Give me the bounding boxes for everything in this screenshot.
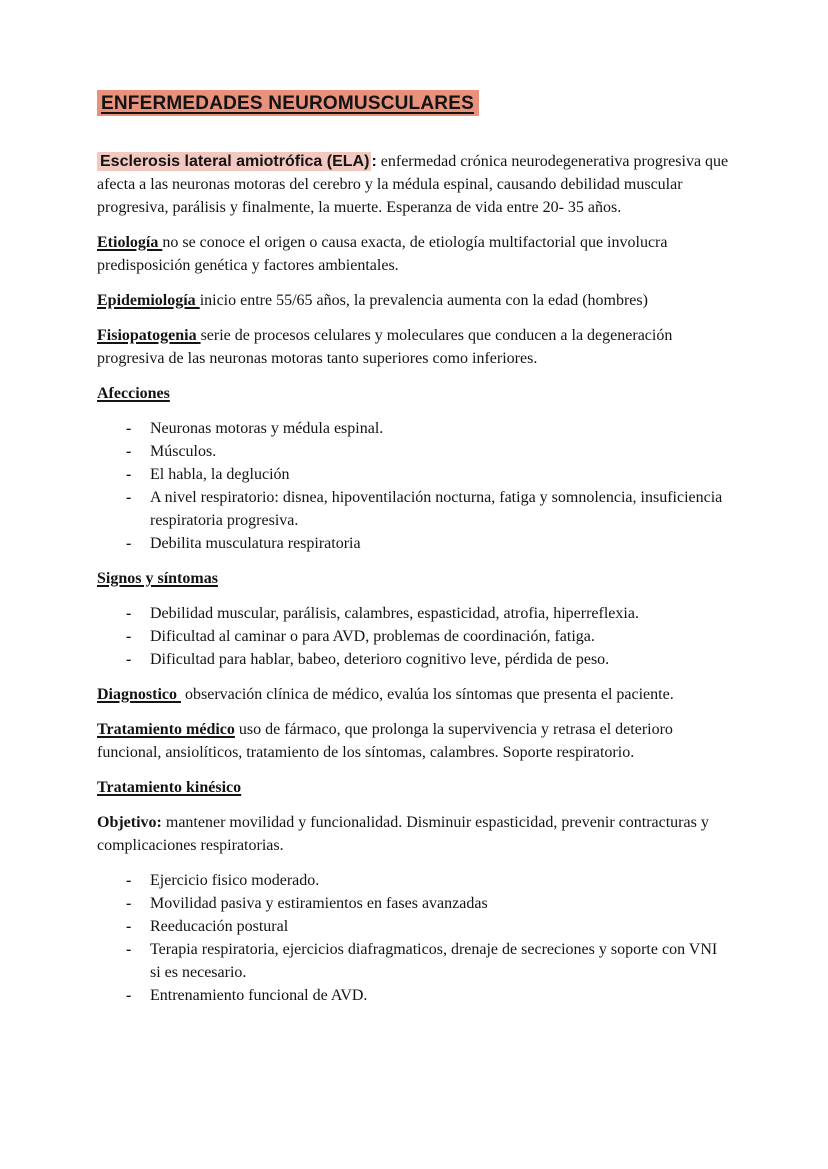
diagnostico-heading: Diagnostico: [97, 686, 181, 703]
list-item-text: Ejercicio fisico moderado.: [150, 872, 320, 889]
epidemiologia-paragraph: [97, 289, 731, 312]
dash-bullet: -: [126, 941, 132, 958]
dash-bullet: -: [126, 651, 132, 668]
list-item-text: Debilita musculatura respiratoria: [150, 535, 361, 552]
fisiopatogenia-text: serie de procesos celulares y moleculares que conducen a la degeneración progresiva de las neuronas motoras tanto superiores como inferiores.: [97, 327, 673, 367]
ela-term-colon: :: [371, 153, 377, 170]
list-item: [97, 869, 731, 892]
signos-heading: Signos y síntomas: [97, 570, 218, 587]
list-item: [97, 486, 731, 532]
list-item: [97, 648, 731, 671]
list-item-text: Reeducación postural: [150, 918, 289, 935]
dash-bullet: -: [126, 466, 132, 483]
dash-bullet: -: [126, 987, 132, 1004]
afecciones-heading-line: [97, 382, 731, 405]
etiologia-paragraph: [97, 231, 731, 277]
afecciones-heading: Afecciones: [97, 385, 170, 402]
ela-definition-text: enfermedad crónica neurodegenerativa progresiva que afecta a las neuronas motoras del cerebro y la médula espinal, causando debilidad muscular progresiva, parálisis y finalmente, la muerte. Esperanza de vida entre 20- 35 años.: [97, 153, 729, 216]
list-item-text: Terapia respiratoria, ejercicios diafragmaticos, drenaje de secreciones y soporte con VNI si es necesario.: [150, 941, 718, 981]
tratamiento-medico-paragraph: [97, 718, 731, 764]
epidemiologia-heading: Epidemiología: [97, 292, 200, 309]
document-title: ENFERMEDADES NEUROMUSCULARES: [97, 90, 479, 116]
list-item-text: Músculos.: [150, 443, 217, 460]
tratamiento-kinesico-heading: Tratamiento kinésico: [97, 779, 242, 796]
list-item-text: Dificultad al caminar o para AVD, problemas de coordinación, fatiga.: [150, 628, 595, 645]
fisiopatogenia-heading: Fisiopatogenia: [97, 327, 201, 344]
dash-bullet: -: [126, 443, 132, 460]
etiologia-text: no se conoce el origen o causa exacta, de etiología multifactorial que involucra predisposición genética y factores ambientales.: [97, 234, 668, 274]
etiologia-heading: Etiología: [97, 234, 163, 251]
diagnostico-paragraph: [97, 683, 731, 706]
dash-bullet: -: [126, 895, 132, 912]
list-item: [97, 602, 731, 625]
tratamiento-medico-text: uso de fármaco, que prolonga la supervivencia y retrasa el deterioro funcional, ansiolíticos, tratamiento de los síntomas, calambres. Soporte respiratorio.: [97, 721, 673, 761]
tratamiento-kinesico-list: [97, 869, 731, 1007]
list-item-text: Movilidad pasiva y estiramientos en fases avanzadas: [150, 895, 488, 912]
list-item: [97, 417, 731, 440]
epidemiologia-text: inicio entre 55/65 años, la prevalencia aumenta con la edad (hombres): [199, 292, 648, 309]
document-content: [97, 90, 731, 1007]
signos-list: [97, 602, 731, 671]
diagnostico-text: observación clínica de médico, evalúa los síntomas que presenta el paciente.: [181, 686, 674, 703]
dash-bullet: -: [126, 605, 132, 622]
tratamiento-medico-heading: Tratamiento médico: [97, 721, 235, 738]
ela-definition-paragraph: [97, 150, 731, 219]
dash-bullet: -: [126, 918, 132, 935]
list-item: [97, 938, 731, 984]
dash-bullet: -: [126, 489, 132, 506]
ela-term-highlight: Esclerosis lateral amiotrófica (ELA): [97, 152, 371, 171]
dash-bullet: -: [126, 535, 132, 552]
list-item: [97, 984, 731, 1007]
signos-heading-line: [97, 567, 731, 590]
tratamiento-kinesico-heading-line: [97, 776, 731, 799]
list-item-text: Dificultad para hablar, babeo, deterioro cognitivo leve, pérdida de peso.: [150, 651, 610, 668]
list-item-text: Debilidad muscular, parálisis, calambres, espasticidad, atrofia, hiperreflexia.: [150, 605, 639, 622]
list-item-text: A nivel respiratorio: disnea, hipoventilación nocturna, fatiga y somnolencia, insuficiencia respiratoria progresiva.: [150, 489, 723, 529]
list-item: [97, 440, 731, 463]
dash-bullet: -: [126, 872, 132, 889]
list-item: [97, 892, 731, 915]
objetivo-paragraph: [97, 811, 731, 857]
title-line: [97, 90, 731, 118]
list-item-text: El habla, la deglución: [150, 466, 290, 483]
objetivo-text: mantener movilidad y funcionalidad. Disminuir espasticidad, prevenir contracturas y complicaciones respiratorias.: [97, 814, 709, 854]
fisiopatogenia-paragraph: [97, 324, 731, 370]
dash-bullet: -: [126, 628, 132, 645]
list-item: [97, 625, 731, 648]
list-item: [97, 915, 731, 938]
dash-bullet: -: [126, 420, 132, 437]
objetivo-heading: Objetivo:: [97, 814, 162, 831]
list-item-text: Entrenamiento funcional de AVD.: [150, 987, 368, 1004]
list-item: [97, 532, 731, 555]
list-item-text: Neuronas motoras y médula espinal.: [150, 420, 384, 437]
afecciones-list: [97, 417, 731, 555]
list-item: [97, 463, 731, 486]
